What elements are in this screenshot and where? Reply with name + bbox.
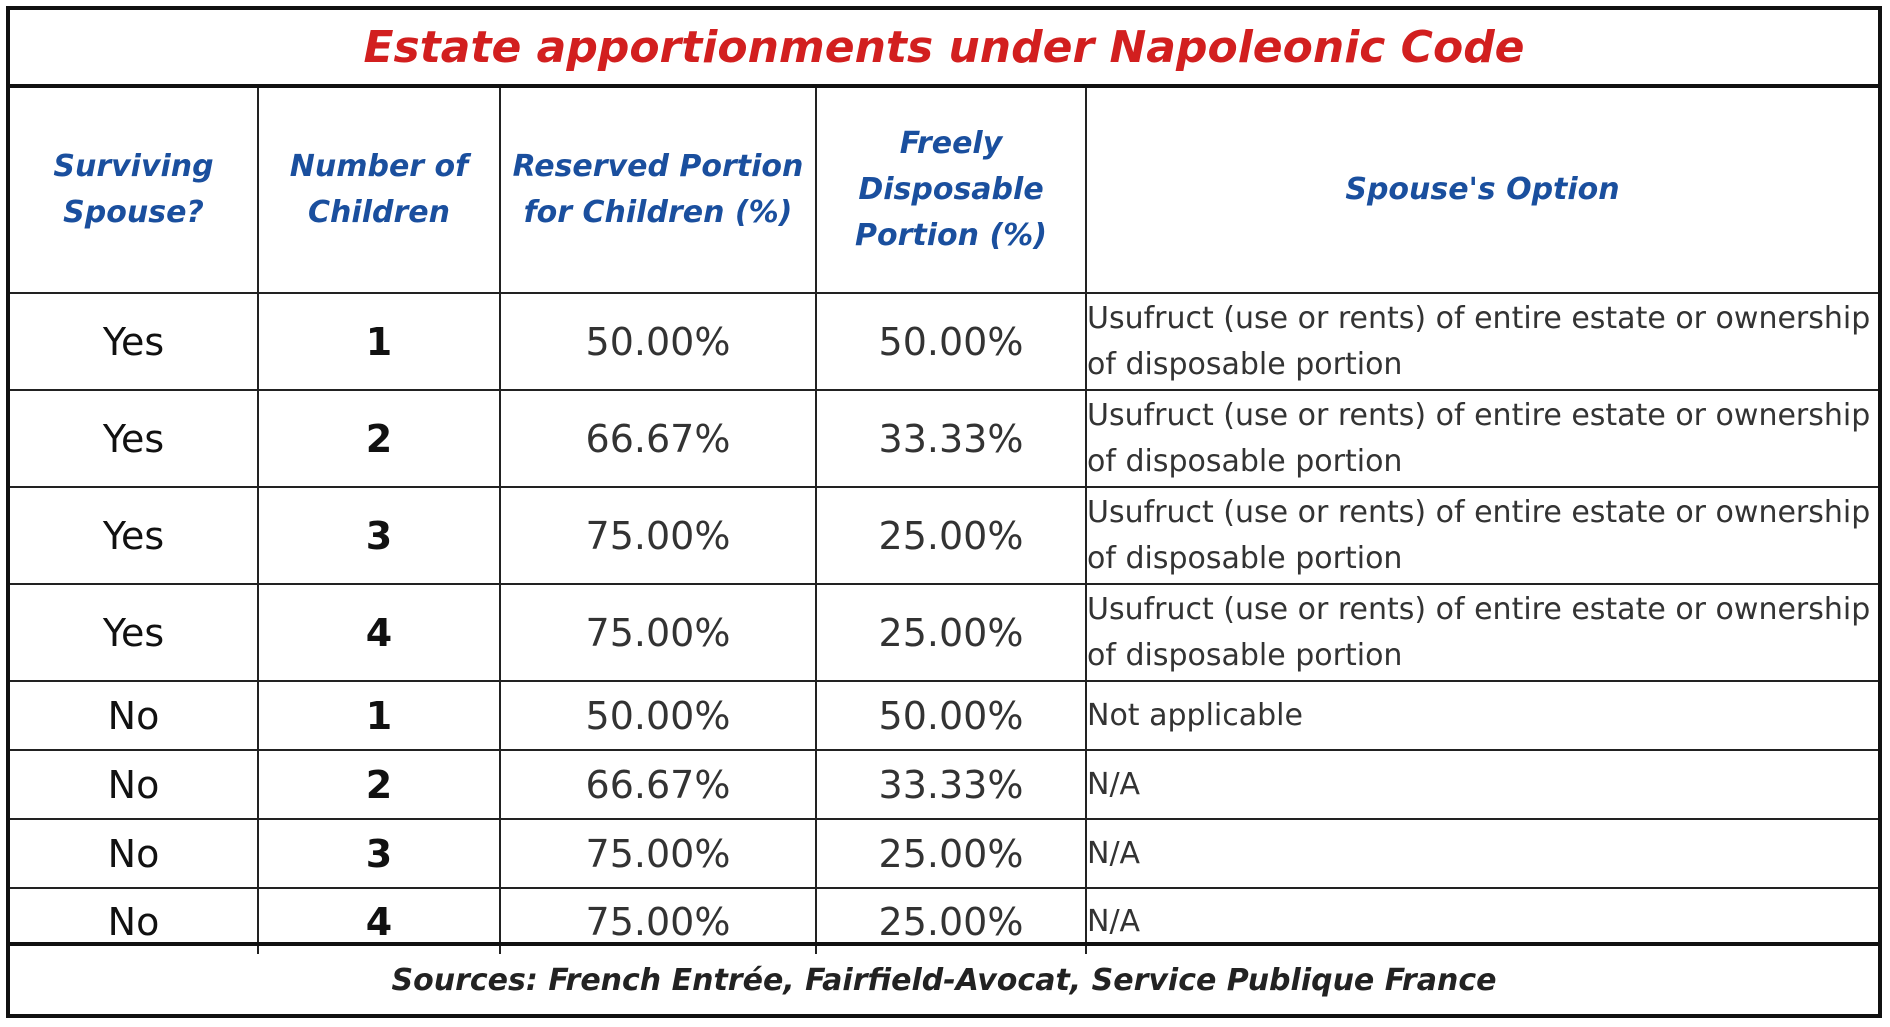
cell-spouses-option: N/A [1086,819,1878,888]
cell-number-of-children: 3 [258,487,500,584]
cell-number-of-children: 1 [258,293,500,390]
cell-surviving-spouse: Yes [10,584,258,681]
cell-disposable-portion: 50.00% [816,681,1086,750]
cell-spouses-option: Usufruct (use or rents) of entire estate or ownership of disposable portion [1086,293,1878,390]
cell-reserved-portion: 75.00% [500,888,816,954]
sources-footer: Sources: French Entrée, Fairfield-Avocat, Service Publique France [10,942,1878,1014]
cell-reserved-portion: 75.00% [500,819,816,888]
table-row [10,681,1878,750]
column-header-spouses-option: Spouse's Option [1086,88,1878,293]
cell-number-of-children: 2 [258,390,500,487]
table-row [10,584,1878,681]
cell-spouses-option: N/A [1086,888,1878,954]
table-row [10,819,1878,888]
cell-surviving-spouse: Yes [10,390,258,487]
cell-reserved-portion: 75.00% [500,487,816,584]
column-header-surviving-spouse: Surviving Spouse? [10,88,258,293]
table-title: Estate apportionments under Napoleonic Code [10,10,1878,88]
cell-reserved-portion: 66.67% [500,390,816,487]
table-frame [6,6,1882,1018]
cell-reserved-portion: 66.67% [500,750,816,819]
cell-spouses-option: N/A [1086,750,1878,819]
cell-spouses-option: Usufruct (use or rents) of entire estate or ownership of disposable portion [1086,390,1878,487]
cell-disposable-portion: 25.00% [816,819,1086,888]
cell-disposable-portion: 33.33% [816,390,1086,487]
cell-number-of-children: 1 [258,681,500,750]
table-row [10,750,1878,819]
column-header-reserved-portion: Reserved Portion for Children (%) [500,88,816,293]
table-row [10,390,1878,487]
cell-reserved-portion: 50.00% [500,293,816,390]
cell-number-of-children: 2 [258,750,500,819]
cell-surviving-spouse: No [10,819,258,888]
cell-disposable-portion: 50.00% [816,293,1086,390]
header-row [10,88,1878,293]
cell-disposable-portion: 33.33% [816,750,1086,819]
cell-surviving-spouse: No [10,681,258,750]
cell-reserved-portion: 50.00% [500,681,816,750]
table-row [10,293,1878,390]
cell-spouses-option: Usufruct (use or rents) of entire estate or ownership of disposable portion [1086,584,1878,681]
estate-table [10,88,1878,954]
cell-surviving-spouse: Yes [10,293,258,390]
cell-surviving-spouse: Yes [10,487,258,584]
column-header-number-of-children: Number of Children [258,88,500,293]
cell-reserved-portion: 75.00% [500,584,816,681]
cell-disposable-portion: 25.00% [816,888,1086,954]
cell-disposable-portion: 25.00% [816,487,1086,584]
cell-disposable-portion: 25.00% [816,584,1086,681]
cell-surviving-spouse: No [10,888,258,954]
cell-number-of-children: 4 [258,888,500,954]
table-row [10,487,1878,584]
column-header-freely-disposable: Freely Disposable Portion (%) [816,88,1086,293]
cell-number-of-children: 4 [258,584,500,681]
cell-spouses-option: Not applicable [1086,681,1878,750]
cell-surviving-spouse: No [10,750,258,819]
cell-number-of-children: 3 [258,819,500,888]
cell-spouses-option: Usufruct (use or rents) of entire estate or ownership of disposable portion [1086,487,1878,584]
